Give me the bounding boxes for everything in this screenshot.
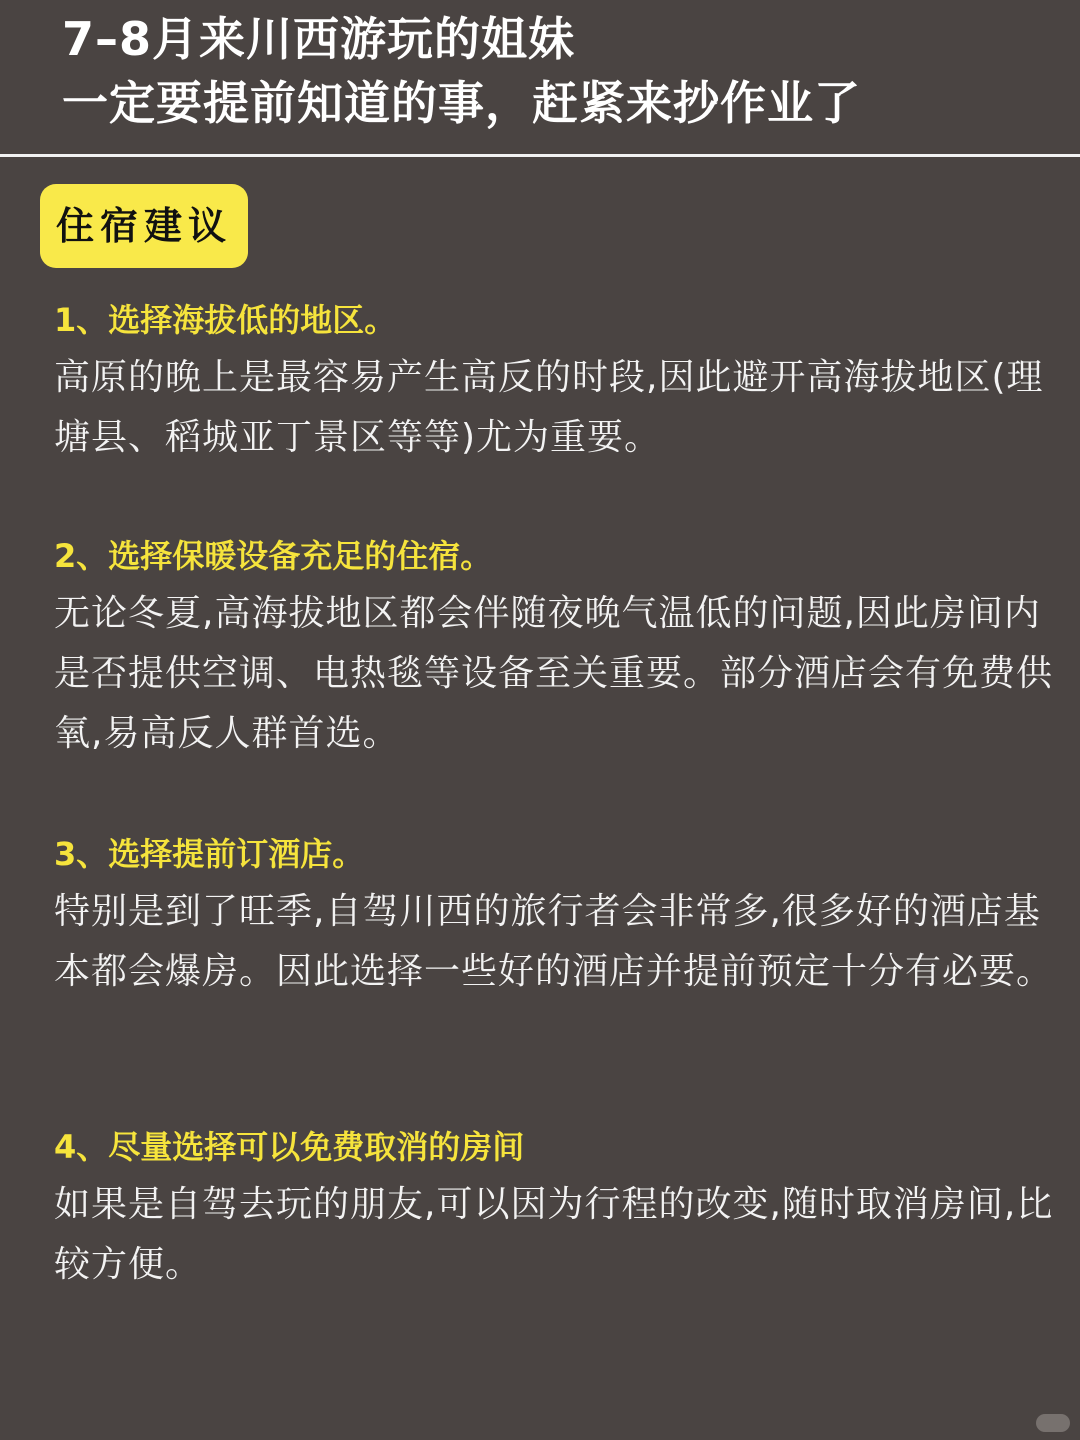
item-4-heading: 4、尽量选择可以免费取消的房间 <box>54 1128 525 1166</box>
section-badge: 住宿建议 <box>40 184 248 268</box>
item-3-body: 特别是到了旺季,自驾川西的旅行者会非常多,很多好的酒店基本都会爆房。因此选择一些好的酒店并提前预定十分有必要。 <box>54 891 1054 992</box>
item-1-heading: 1、选择海拔低的地区。 <box>54 301 397 339</box>
item-4-body: 如果是自驾去玩的朋友,可以因为行程的改变,随时取消房间,比较方便。 <box>54 1184 1054 1285</box>
page-title-line-2: 一定要提前知道的事，赶紧来抄作业了 <box>62 76 861 130</box>
header-divider <box>0 154 1080 157</box>
item-1-body: 高原的晚上是最容易产生高反的时段,因此避开高海拔地区(理塘县、稻城亚丁景区等等)尤为重要。 <box>54 357 1044 458</box>
watermark-logo <box>1036 1414 1070 1432</box>
page-title-line-1: 7–8月来川西游玩的姐妹 <box>62 12 576 66</box>
item-3-heading: 3、选择提前订酒店。 <box>54 835 365 873</box>
item-2-body: 无论冬夏,高海拔地区都会伴随夜晚气温低的问题,因此房间内是否提供空调、电热毯等设备至关重要。部分酒店会有免费供氧,易高反人群首选。 <box>54 593 1054 754</box>
page-header <box>0 0 1080 155</box>
item-2-heading: 2、选择保暖设备充足的住宿。 <box>54 537 493 575</box>
